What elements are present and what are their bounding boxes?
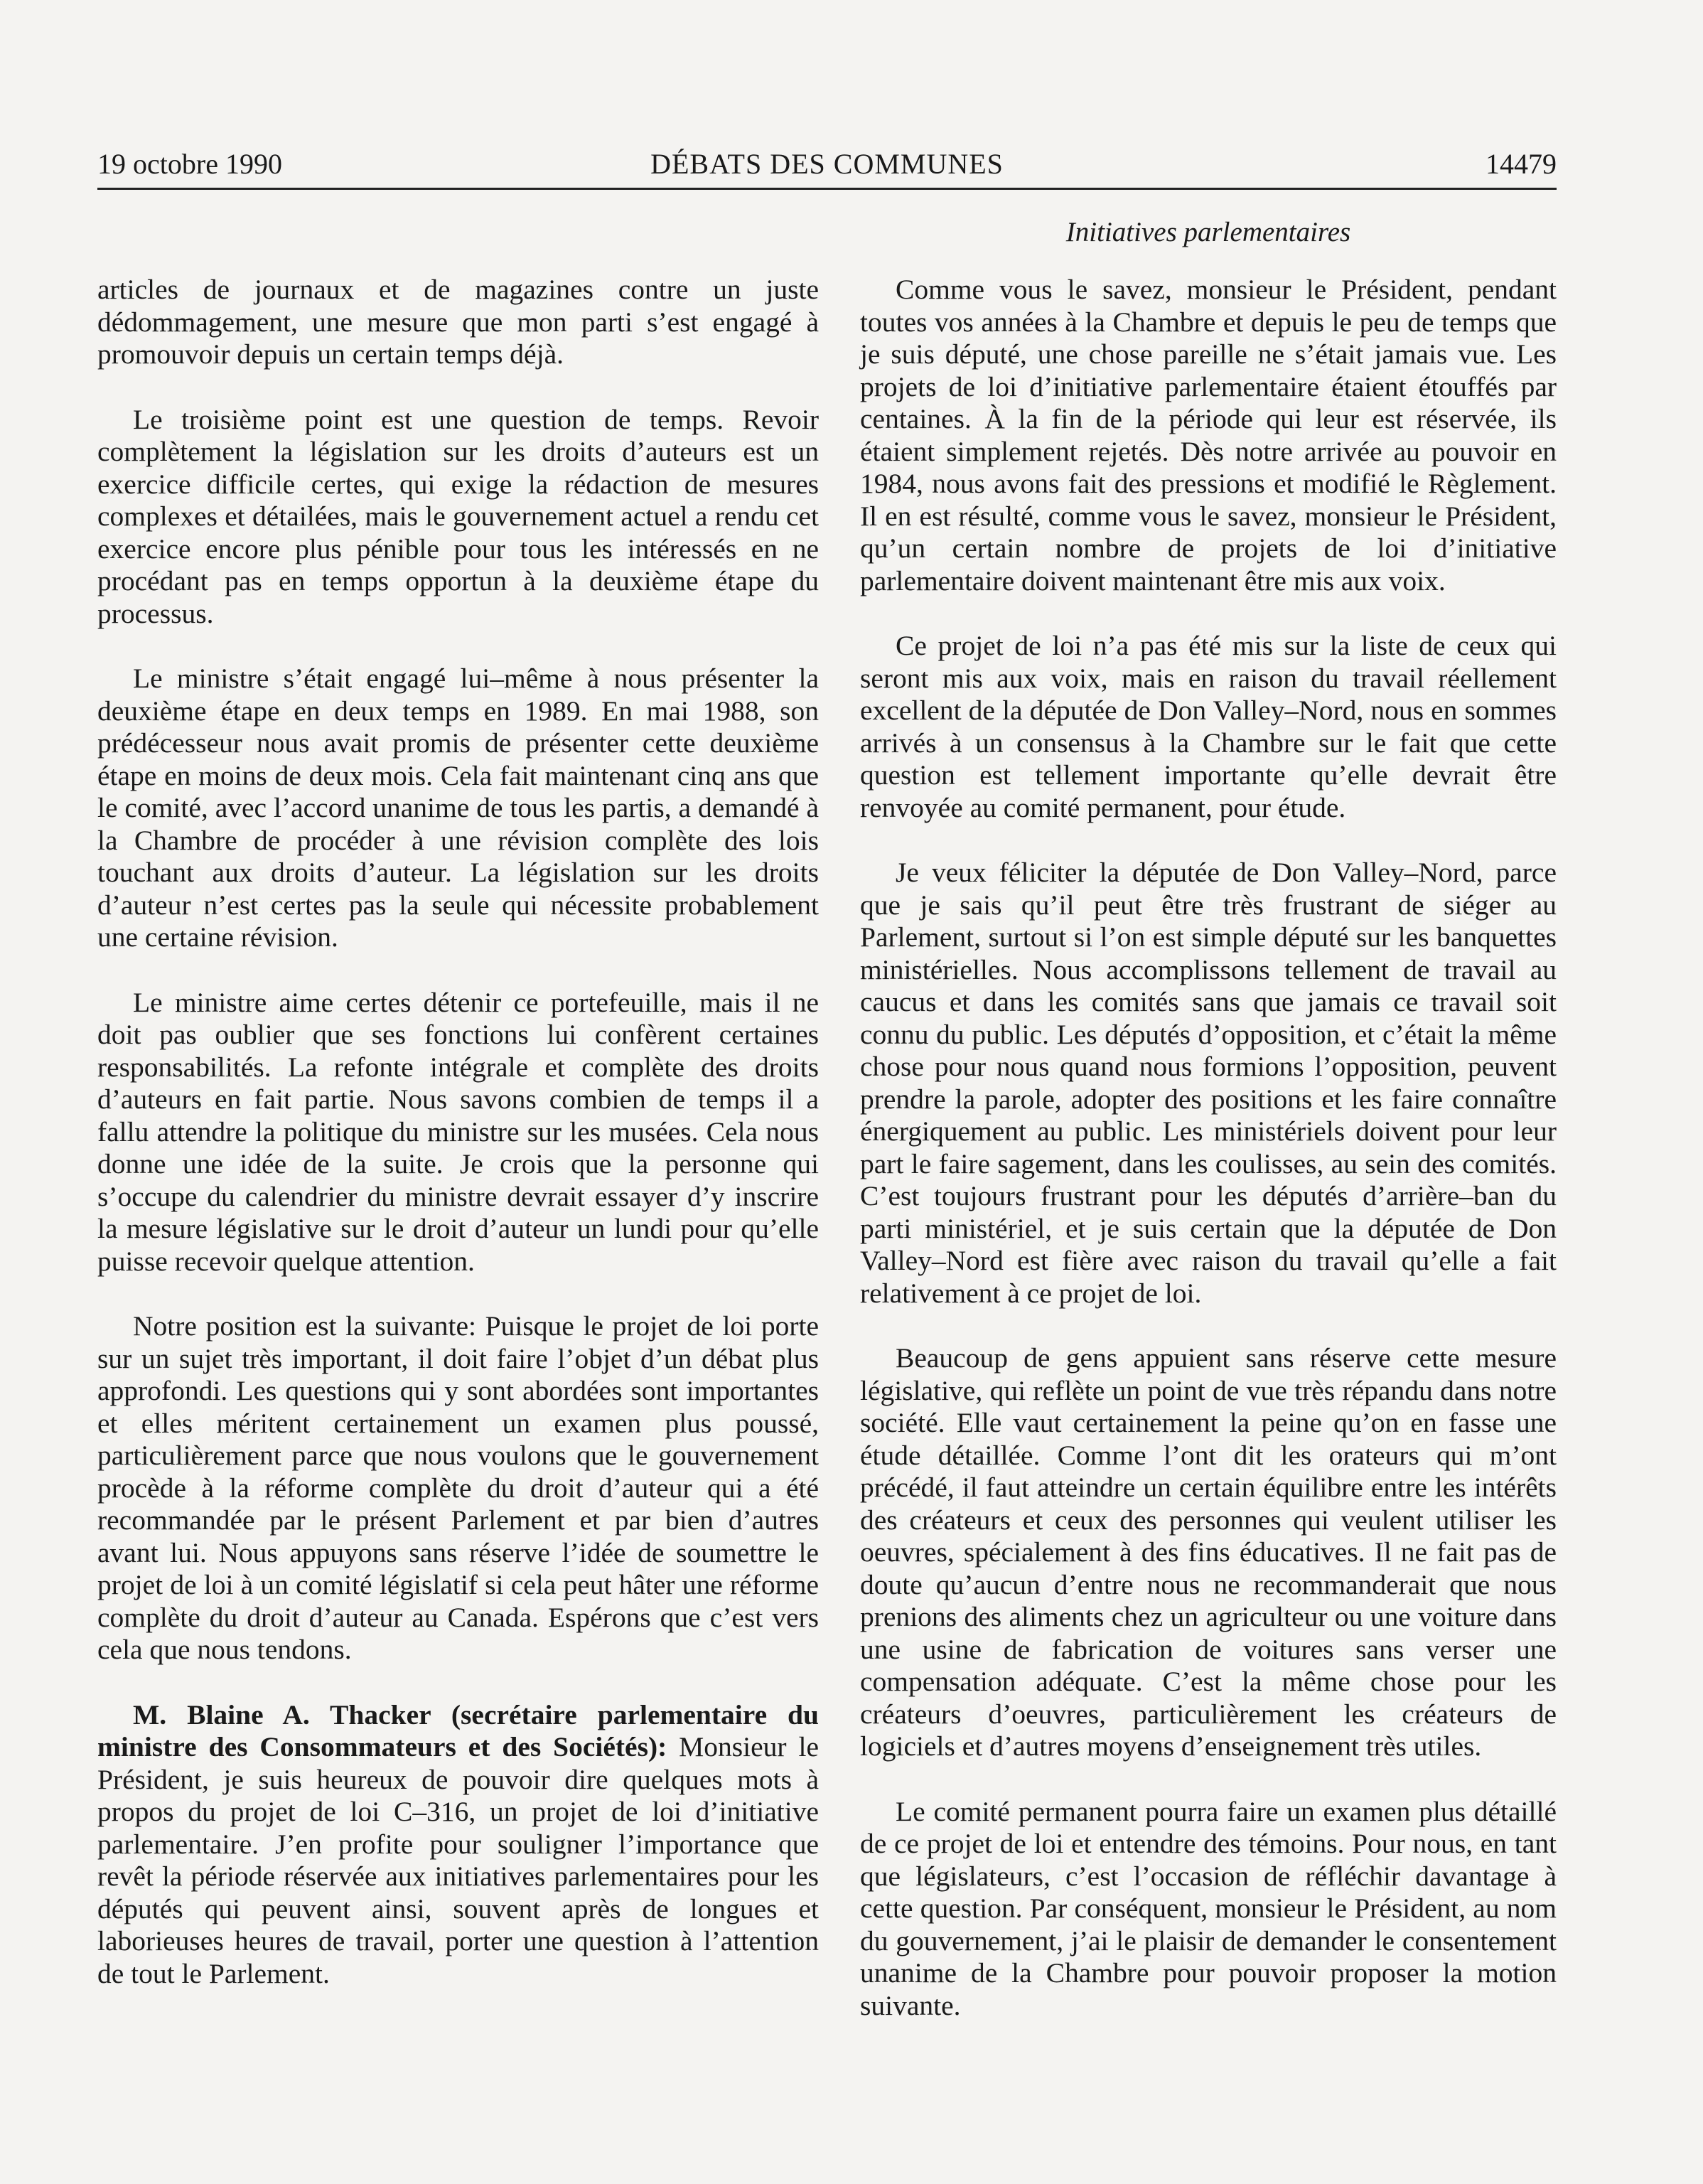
speech-text: Monsieur le Président, je suis heureux de pouvoir dire quelques mots à propos du projet de loi C–316, un projet de loi d’initiative parlementaire. J’en profite pour souligner l’importance que revêt la période réservée aux initiatives parlementaires pour les députés qui peuvent ainsi, souvent après de longues et laborieuses heures de travail, porter une question à l’attention de tout le Parlement. (97, 1731, 819, 1989)
right-paragraph-4: Beaucoup de gens appuient sans réserve cette mesure législative, qui reflète un point de vue très répandu dans notre société. Elle vaut certainement la peine qu’on en fasse une étude détaillée. Comme l’ont dit les orateurs qui m’ont précédé, il faut atteindre un certain équilibre entre les intérêts des créateurs et ceux des personnes qui veulent utiliser les oeuvres, spécialement à des fins éducatives. Il ne fait pas de doute qu’aucun d’entre nous ne recommanderait que nous prenions des aliments chez un agriculteur ou une voiture dans une usine de fabrication de voitures sans verser une compensation adéquate. C’est la même chose pour les créateurs d’oeuvres, particulièrement les créateurs de logiciels et d’autres moyens d’enseignement très utiles. (860, 1342, 1557, 1762)
left-paragraph-4: Le ministre aime certes détenir ce portefeuille, mais il ne doit pas oublier que ses fonctions lui confèrent certaines responsabilités. La refonte intégrale et complète des droits d’auteurs en fait partie. Nous savons combien de temps il a fallu attendre la politique du ministre sur les musées. Cela nous donne une idée de la suite. Je crois que la personne qui s’occupe du calendrier du ministre devrait essayer d’y inscrire la mesure législative sur le droit d’auteur un lundi pour qu’elle puisse recevoir quelque attention. (97, 986, 819, 1277)
header-title: DÉBATS DES COMMUNES (650, 148, 1004, 180)
section-heading: Initiatives parlementaires (1065, 217, 1351, 247)
page-header (97, 142, 1557, 190)
right-paragraph-2: Ce projet de loi n’a pas été mis sur la liste de ceux qui seront mis aux voix, mais en raison du travail réellement excellent de la députée de Don Valley–Nord, nous en sommes arrivés à un consensus à la Chambre sur le fait que cette question est tellement importante qu’elle devrait être renvoyée au comité permanent, pour étude. (860, 630, 1557, 823)
header-date: 19 octobre 1990 (97, 148, 282, 180)
speaker-name: M. Blaine A. Thacker (secrétaire parlementaire du ministre des Consommateurs et des Sociétés): (97, 1698, 819, 1762)
left-column (97, 274, 819, 2023)
right-paragraph-3: Je veux féliciter la députée de Don Valley–Nord, parce que je sais qu’il peut être très frustrant de siéger au Parlement, surtout si l’on est simple député sur les banquettes ministérielles. Nous accomplissons tellement de travail au caucus et dans les comités sans que jamais ce travail soit connu du public. Les députés d’opposition, et c’était la même chose pour nous quand nous formions l’opposition, peuvent prendre la parole, adopter des positions et les faire connaître énergiquement au public. Les ministériels doivent pour leur part le faire sagement, dans les coulisses, au sein des comités. C’est toujours frustrant pour les députés d’arrière–ban du parti ministériel, et je suis certain que la députée de Don Valley–Nord est fière avec raison du travail qu’elle a fait relativement à ce projet de loi. (860, 857, 1557, 1309)
right-column (860, 274, 1557, 2055)
left-paragraph-5: Notre position est la suivante: Puisque le projet de loi porte sur un sujet très important, il doit faire l’objet d’un débat plus approfondi. Les questions qui y sont abordées sont importantes et elles méritent certainement un examen plus poussé, particulièrement parce que nous voulons que le gouvernement procède à la réforme complète du droit d’auteur qui a été recommandée par le présent Parlement et par bien d’autres avant lui. Nous appuyons sans réserve l’idée de soumettre le projet de loi à un comité législatif si cela peut hâter une réforme complète du droit d’auteur au Canada. Espérons que c’est vers cela que nous tendons. (97, 1310, 819, 1665)
left-paragraph-3: Le ministre s’était engagé lui–même à nous présenter la deuxième étape en deux temps en 1989. En mai 1988, son prédécesseur nous avait promis de présenter cette deuxième étape en moins de deux mois. Cela fait maintenant cinq ans que le comité, avec l’accord unanime de tous les partis, a demandé à la Chambre de procéder à une révision complète des lois touchant aux droits d’auteur. La législation sur les droits d’auteur n’est certes pas la seule qui nécessite probablement une certaine révision. (97, 663, 819, 953)
right-paragraph-5: Le comité permanent pourra faire un examen plus détaillé de ce projet de loi et entendre des témoins. Pour nous, en tant que législateurs, c’est l’occasion de réfléchir davantage à cette question. Par conséquent, monsieur le Président, au nom du gouvernement, j’ai le plaisir de demander le consentement unanime de la Chambre pour pouvoir proposer la motion suivante. (860, 1795, 1557, 2021)
left-paragraph-2: Le troisième point est une question de temps. Revoir complètement la législation sur les droits d’auteurs est un exercice difficile certes, qui exige la rédaction de mesures complexes et détailées, mais le gouvernement actuel a rendu cet exercice encore plus pénible pour tous les intéressés en ne procédant pas en temps opportun à la deuxième étape du processus. (97, 403, 819, 629)
left-paragraph-1: articles de journaux et de magazines contre un juste dédommagement, une mesure que mon parti s’est engagé à promouvoir depuis un certain temps déjà. (97, 274, 819, 370)
speech-paragraph (97, 1699, 819, 1991)
right-paragraph-1: Comme vous le savez, monsieur le Président, pendant toutes vos années à la Chambre et depuis le peu de temps que je suis député, une chose pareille ne s’était jamais vue. Les projets de loi d’initiative parlementaire étaient étouffés par centaines. À la fin de la période qui leur est réservée, ils étaient simplement rejetés. Dès notre arrivée au pouvoir en 1984, nous avons fait des pressions et modifié le Règlement. Il en est résulté, comme vous le savez, monsieur le Président, qu’un certain nombre de projets de loi d’initiative parlementaire doivent maintenant être mis aux voix. (860, 274, 1557, 596)
header-page-number: 14479 (1486, 148, 1557, 180)
